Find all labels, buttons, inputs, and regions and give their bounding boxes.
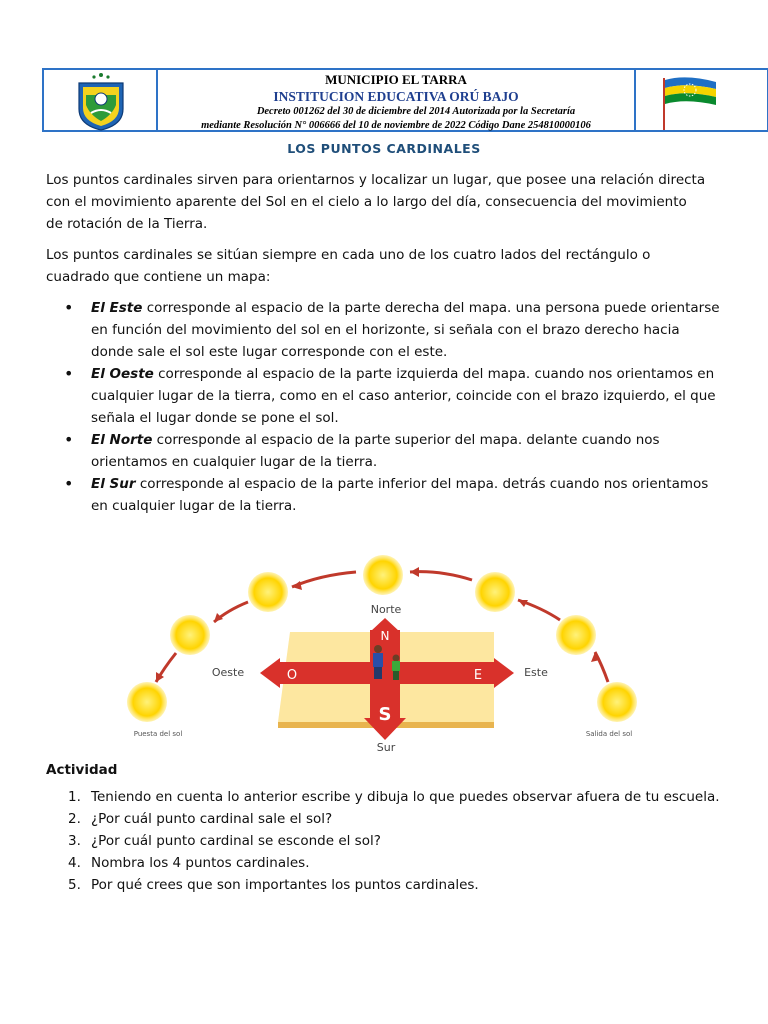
decree-line-1: Decreto 001262 del 30 de diciembre del 2014 Autorizada por la Secretaría bbox=[256, 106, 576, 117]
logo-cell bbox=[44, 70, 158, 130]
intro-paragraph-2: Los puntos cardinales se sitúan siempre en cada uno de los cuatro lados del rectángulo o cuadrado que contiene un mapa: bbox=[46, 247, 651, 285]
sun-icon bbox=[127, 682, 167, 722]
sun-icon bbox=[597, 682, 637, 722]
label-oeste: Oeste bbox=[211, 666, 245, 679]
list-item: 5. Por qué crees que son importantes los puntos cardinales. bbox=[68, 877, 479, 893]
list-item: 3. ¿Por cuál punto cardinal se esconde el sol? bbox=[68, 833, 381, 849]
east-arrow-icon bbox=[494, 658, 514, 688]
sun-icon bbox=[556, 615, 596, 655]
list-item-norte: • El Norte corresponde al espacio de la parte superior del mapa. delante cuando nos orientamos en cualquier lugar de la tierra. bbox=[46, 429, 726, 473]
cardinal-points-list bbox=[46, 297, 726, 517]
school-shield-logo bbox=[46, 71, 156, 131]
list-item: 2. ¿Por cuál punto cardinal sale el sol? bbox=[68, 811, 333, 827]
header-text-cell bbox=[158, 70, 636, 130]
label-puesta-del-sol: Puesta del sol bbox=[133, 730, 183, 738]
flag-cell bbox=[636, 70, 767, 130]
page-title: LOS PUNTOS CARDINALES bbox=[287, 141, 481, 156]
list-item: 1. Teniendo en cuenta lo anterior escribe y dibuja lo que puedes observar afuera de tu escuela. bbox=[68, 789, 720, 805]
institution-name: INSTITUCION EDUCATIVA ORÚ BAJO bbox=[273, 89, 519, 104]
cardinal-points-diagram bbox=[120, 550, 650, 760]
label-este: Este bbox=[524, 666, 548, 679]
label-salida-del-sol: Salida del sol bbox=[585, 730, 633, 738]
header-table bbox=[42, 68, 768, 132]
list-item-oeste: • El Oeste corresponde al espacio de la parte izquierda del mapa. cuando nos orientamos en cualquier lugar de la tierra, como en el caso anterior, coincide con el brazo izquierdo, el que señala el lugar donde se pone el sol. bbox=[46, 363, 726, 429]
sun-icon bbox=[170, 615, 210, 655]
letter-o: O bbox=[286, 668, 298, 683]
list-item: 4. Nombra los 4 puntos cardinales. bbox=[68, 855, 310, 871]
intro-paragraph-1: Los puntos cardinales sirven para orientarnos y localizar un lugar, que posee una relación directa con el movimiento aparente del Sol en el cielo a lo largo del día, consecuencia del movimiento de rotación de la Tierra. bbox=[46, 172, 706, 232]
municipality-name: MUNICIPIO EL TARRA bbox=[325, 72, 467, 87]
sun-icon bbox=[363, 555, 403, 595]
west-east-bar bbox=[278, 662, 498, 684]
label-norte: Norte bbox=[370, 603, 402, 616]
municipal-flag-icon bbox=[636, 70, 767, 130]
letter-s: S bbox=[378, 704, 392, 725]
list-item-sur: • El Sur corresponde al espacio de la parte inferior del mapa. detrás cuando nos orientamos en cualquier lugar de la tierra. bbox=[46, 473, 726, 517]
sun-icon bbox=[248, 572, 288, 612]
decree-line-2: mediante Resolución N° 006666 del 10 de noviembre de 2022 Código Dane 254810000106 bbox=[201, 120, 591, 131]
letter-n: N bbox=[380, 629, 390, 643]
activity-title: Actividad bbox=[46, 762, 118, 778]
letter-e: E bbox=[473, 668, 483, 683]
list-item-este: • El Este corresponde al espacio de la parte derecha del mapa. una persona puede orientarse en función del movimiento del sol en el horizonte, si señala con el brazo derecho hacia donde sale el sol este lugar corresponde con el este. bbox=[46, 297, 726, 363]
west-arrow-icon bbox=[260, 658, 280, 688]
label-sur: Sur bbox=[376, 741, 396, 754]
sun-icon bbox=[475, 572, 515, 612]
activity-list bbox=[46, 786, 726, 896]
